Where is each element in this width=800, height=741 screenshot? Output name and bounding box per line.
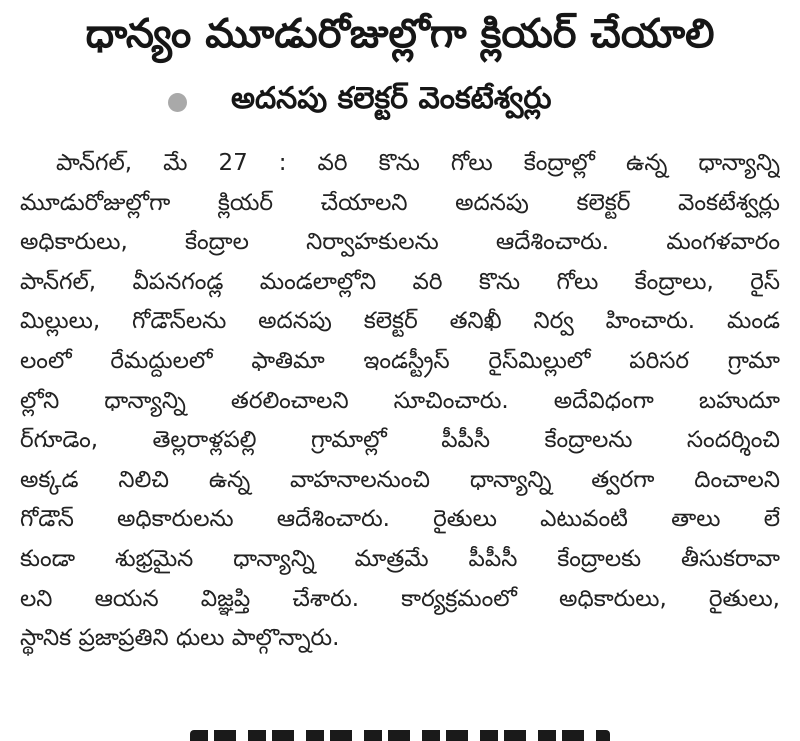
article-line: పాన్‌గల్, మే 27 : వరి కొను గోలు కేంద్రాల్లో ఉన్న ధాన్యాన్ని xyxy=(56,150,780,176)
article-line: ర్‌గూడెం, తెల్లరాళ్లపల్లి గ్రామాల్లో పీపీసీ కేంద్రాలను సందర్శించి xyxy=(20,427,780,454)
article-line: మూడురోజుల్లోగా క్లియర్ చేయాలని అదనపు కలెక్టర్ వెంకటేశ్వర్లు xyxy=(20,189,780,216)
article-line: కుండా శుభ్రమైన ధాన్యాన్ని మాత్రమే పీపీసీ కేంద్రాలకు తీసుకరావా xyxy=(20,545,780,572)
cut-off-heading-ink xyxy=(190,730,610,741)
bullet-icon xyxy=(168,93,187,112)
article-line: అధికారులు, కేంద్రాల నిర్వాహకులను ఆదేశించారు. మంగళవారం xyxy=(20,229,780,256)
headline: ధాన్యం మూడురోజుల్లోగా క్లియర్ చేయాలి xyxy=(85,11,715,57)
article-line: లని ఆయన విజ్ఞప్తి చేశారు. కార్యక్రమంలో అధికారులు, రైతులు, xyxy=(20,585,780,612)
article-line: స్థానిక ప్రజాప్రతిని ధులు పాల్గొన్నారు. xyxy=(20,625,340,652)
article-line: గోడౌన్ అధికారులను ఆదేశించారు. రైతులు ఎటువంటి తాలు లే xyxy=(20,506,780,533)
article-line: మిల్లులు, గోడౌన్‌లను అదనపు కలెక్టర్ తనిఖీ నిర్వ హించారు. మండ xyxy=(20,308,780,335)
subheadline-row xyxy=(168,80,552,124)
article-line: అక్కడ నిలిచి ఉన్న వాహనాలనుంచి ధాన్యాన్ని త్వరగా దించాలని xyxy=(20,466,780,493)
article-line: ల్లోని ధాన్యాన్ని తరలించాలని సూచించారు. అదేవిధంగా బహుదూ xyxy=(20,387,780,414)
article-line: పాన్‌గల్, వీపనగండ్ల మండలాల్లోని వరి కొను గోలు కేంద్రాలు, రైస్ xyxy=(20,268,780,295)
cut-off-next-heading xyxy=(190,728,610,741)
article-line: లంలో రేమద్దులలో ఫాతిమా ఇండస్ట్రీస్ రైస్‌మిల్లులో పరిసర గ్రామా xyxy=(20,347,780,374)
subheadline: అదనపు కలెక్టర్ వెంకటేశ్వర్లు xyxy=(231,81,552,116)
article-body xyxy=(20,144,780,659)
